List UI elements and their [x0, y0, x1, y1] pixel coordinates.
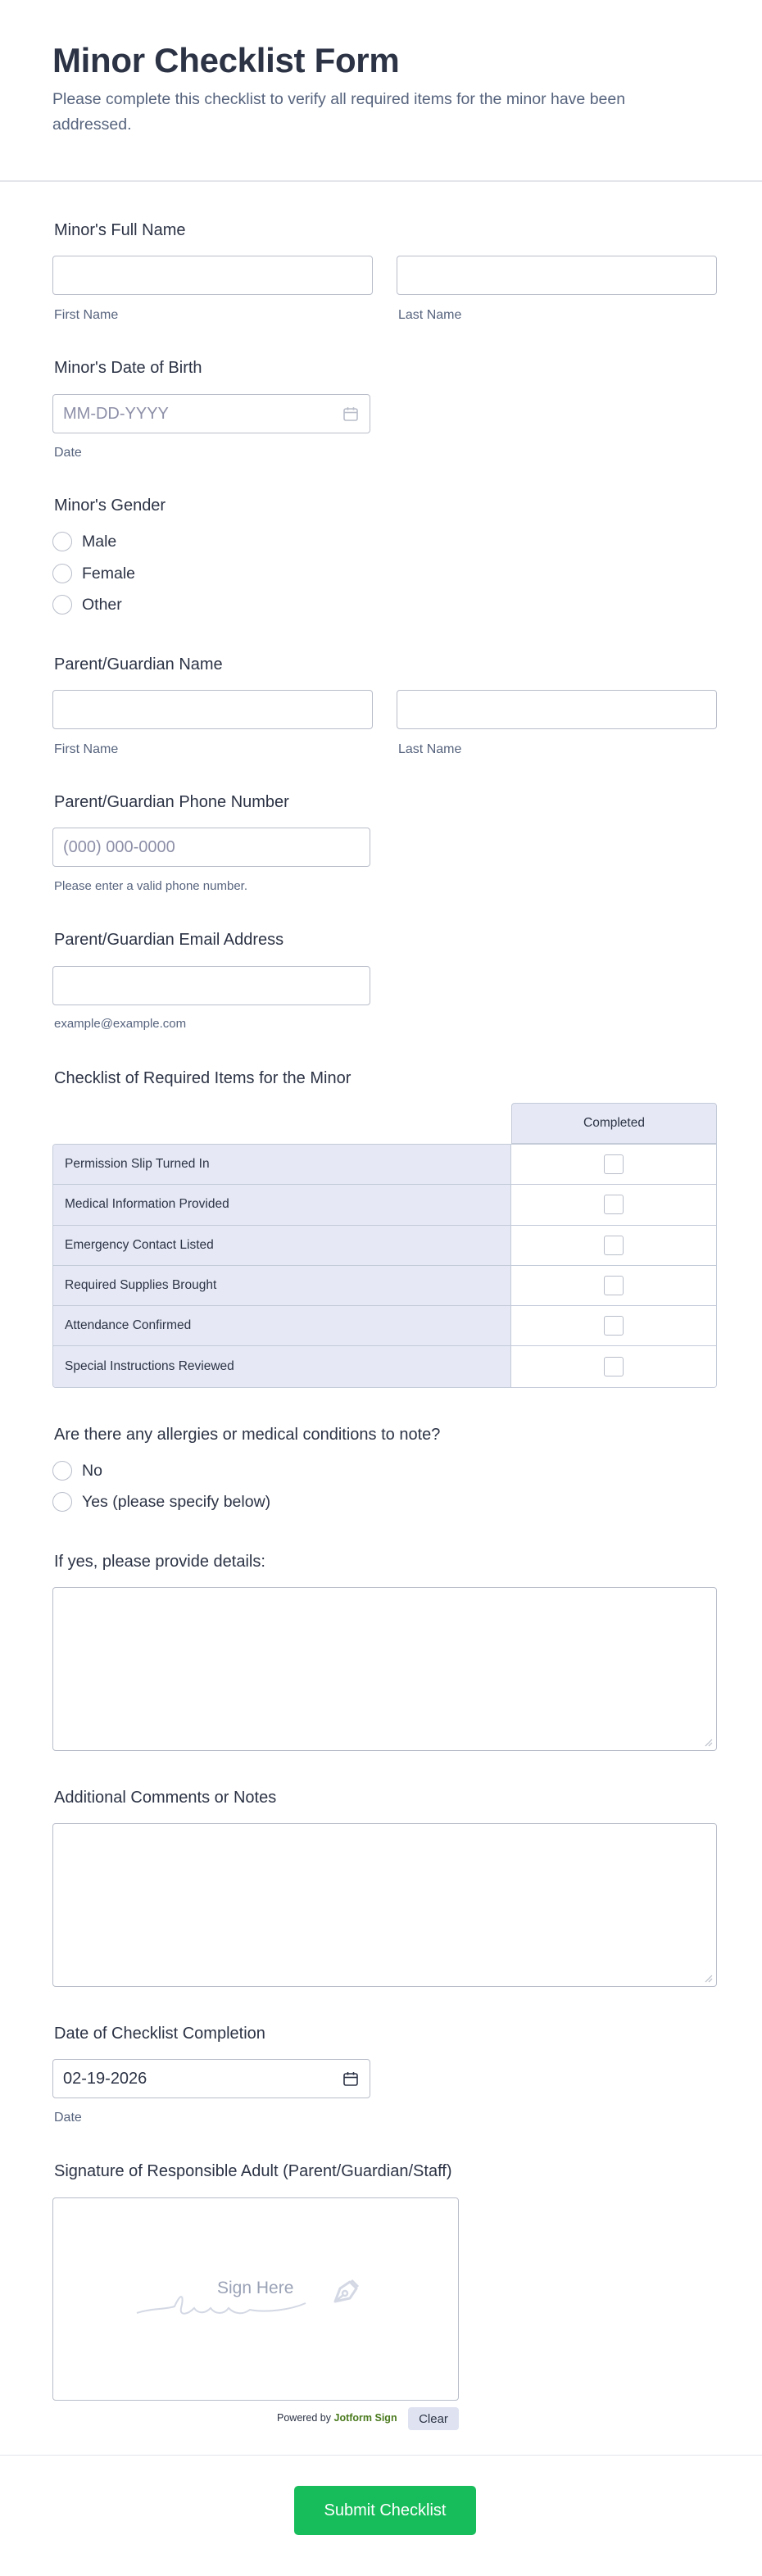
table-row — [53, 1226, 716, 1266]
radio-label: Yes (please specify below) — [82, 1492, 271, 1511]
checklist-label: Checklist of Required Items for the Minor — [54, 1069, 352, 1087]
calendar-icon[interactable] — [342, 2070, 359, 2087]
resize-grip-icon[interactable] — [703, 1737, 713, 1747]
allergies-label: Are there any allergies or medical conditions to note? — [54, 1426, 441, 1444]
matrix-row-label: Attendance Confirmed — [53, 1306, 511, 1345]
radio-circle[interactable] — [52, 1461, 72, 1481]
gender-label: Minor's Gender — [54, 497, 166, 515]
gender-option-other[interactable] — [52, 592, 122, 617]
phone-sublabel: Please enter a valid phone number. — [54, 879, 247, 893]
jotform-sign-brand[interactable]: Jotform Sign — [333, 2412, 397, 2424]
matrix-row-label: Medical Information Provided — [53, 1185, 511, 1224]
matrix-body — [52, 1144, 717, 1388]
checkbox[interactable] — [604, 1316, 624, 1336]
dob-sublabel: Date — [54, 446, 82, 460]
radio-label: Male — [82, 532, 117, 551]
comments-label: Additional Comments or Notes — [54, 1789, 277, 1807]
completion-date-input[interactable] — [52, 2059, 370, 2098]
calendar-icon[interactable] — [342, 406, 359, 422]
email-sublabel: example@example.com — [54, 1017, 187, 1031]
form-header — [0, 0, 762, 182]
details-textarea[interactable] — [52, 1587, 717, 1751]
matrix-row-label: Emergency Contact Listed — [53, 1226, 511, 1265]
matrix-row-label: Permission Slip Turned In — [53, 1145, 511, 1184]
radio-label: Female — [82, 564, 136, 583]
table-row — [53, 1306, 716, 1346]
radio-circle[interactable] — [52, 1492, 72, 1512]
completion-date-label: Date of Checklist Completion — [54, 2025, 265, 2043]
guardian-first-name-input[interactable] — [52, 690, 373, 729]
resize-grip-icon[interactable] — [703, 1973, 713, 1983]
form-subtitle: Please complete this checklist to verify all required items for the minor have been addressed. — [52, 90, 626, 134]
checkbox[interactable] — [604, 1236, 624, 1255]
radio-circle[interactable] — [52, 564, 72, 583]
allergies-option-yes[interactable] — [52, 1490, 270, 1514]
email-input[interactable] — [52, 966, 370, 1005]
minor-first-name-input[interactable] — [52, 256, 373, 295]
table-row — [53, 1346, 716, 1386]
checkbox[interactable] — [604, 1276, 624, 1295]
signature-placeholder: Sign Here — [217, 2279, 294, 2297]
matrix-cell — [511, 1346, 717, 1386]
checkbox[interactable] — [604, 1357, 624, 1376]
radio-label: Other — [82, 595, 122, 614]
radio-circle[interactable] — [52, 532, 72, 551]
powered-by — [277, 2412, 397, 2424]
gender-option-male[interactable] — [52, 529, 116, 554]
minor-last-name-sublabel: Last Name — [398, 308, 462, 322]
table-row — [53, 1266, 716, 1306]
dob-input[interactable] — [52, 394, 370, 433]
checkbox[interactable] — [604, 1195, 624, 1214]
clear-signature-button[interactable]: Clear — [408, 2407, 459, 2430]
matrix-cell — [511, 1226, 717, 1265]
allergies-option-no[interactable] — [52, 1458, 102, 1483]
guardian-first-name-sublabel: First Name — [54, 742, 119, 756]
signature-pad[interactable] — [52, 2197, 459, 2401]
form-title: Minor Checklist Form — [52, 41, 400, 79]
matrix-row-label: Required Supplies Brought — [53, 1266, 511, 1305]
matrix-cell — [511, 1145, 717, 1184]
matrix-cell — [511, 1185, 717, 1224]
completion-date-sublabel: Date — [54, 2111, 82, 2125]
guardian-name-label: Parent/Guardian Name — [54, 655, 223, 673]
matrix-row-label: Special Instructions Reviewed — [53, 1346, 511, 1386]
checkbox[interactable] — [604, 1154, 624, 1174]
phone-label: Parent/Guardian Phone Number — [54, 793, 289, 811]
gender-option-female[interactable] — [52, 561, 135, 586]
table-row — [53, 1185, 716, 1225]
minor-first-name-sublabel: First Name — [54, 308, 119, 322]
radio-circle[interactable] — [52, 595, 72, 615]
table-row — [53, 1145, 716, 1185]
pen-nib-icon — [329, 2274, 363, 2308]
details-label: If yes, please provide details: — [54, 1553, 265, 1571]
minor-name-label: Minor's Full Name — [54, 221, 186, 239]
matrix-cell — [511, 1266, 717, 1305]
guardian-last-name-sublabel: Last Name — [398, 742, 462, 756]
footer-divider — [0, 2455, 762, 2456]
minor-last-name-input[interactable] — [397, 256, 717, 295]
submit-button[interactable]: Submit Checklist — [294, 2486, 476, 2535]
matrix-column-header: Completed — [511, 1103, 717, 1144]
guardian-last-name-input[interactable] — [397, 690, 717, 729]
email-label: Parent/Guardian Email Address — [54, 931, 284, 949]
phone-input[interactable] — [52, 828, 370, 867]
dob-label: Minor's Date of Birth — [54, 359, 202, 377]
powered-by-prefix: Powered by — [277, 2412, 332, 2424]
comments-textarea[interactable] — [52, 1823, 717, 1987]
radio-label: No — [82, 1461, 102, 1480]
matrix-cell — [511, 1306, 717, 1345]
signature-label: Signature of Responsible Adult (Parent/Guardian/Staff) — [54, 2162, 452, 2180]
